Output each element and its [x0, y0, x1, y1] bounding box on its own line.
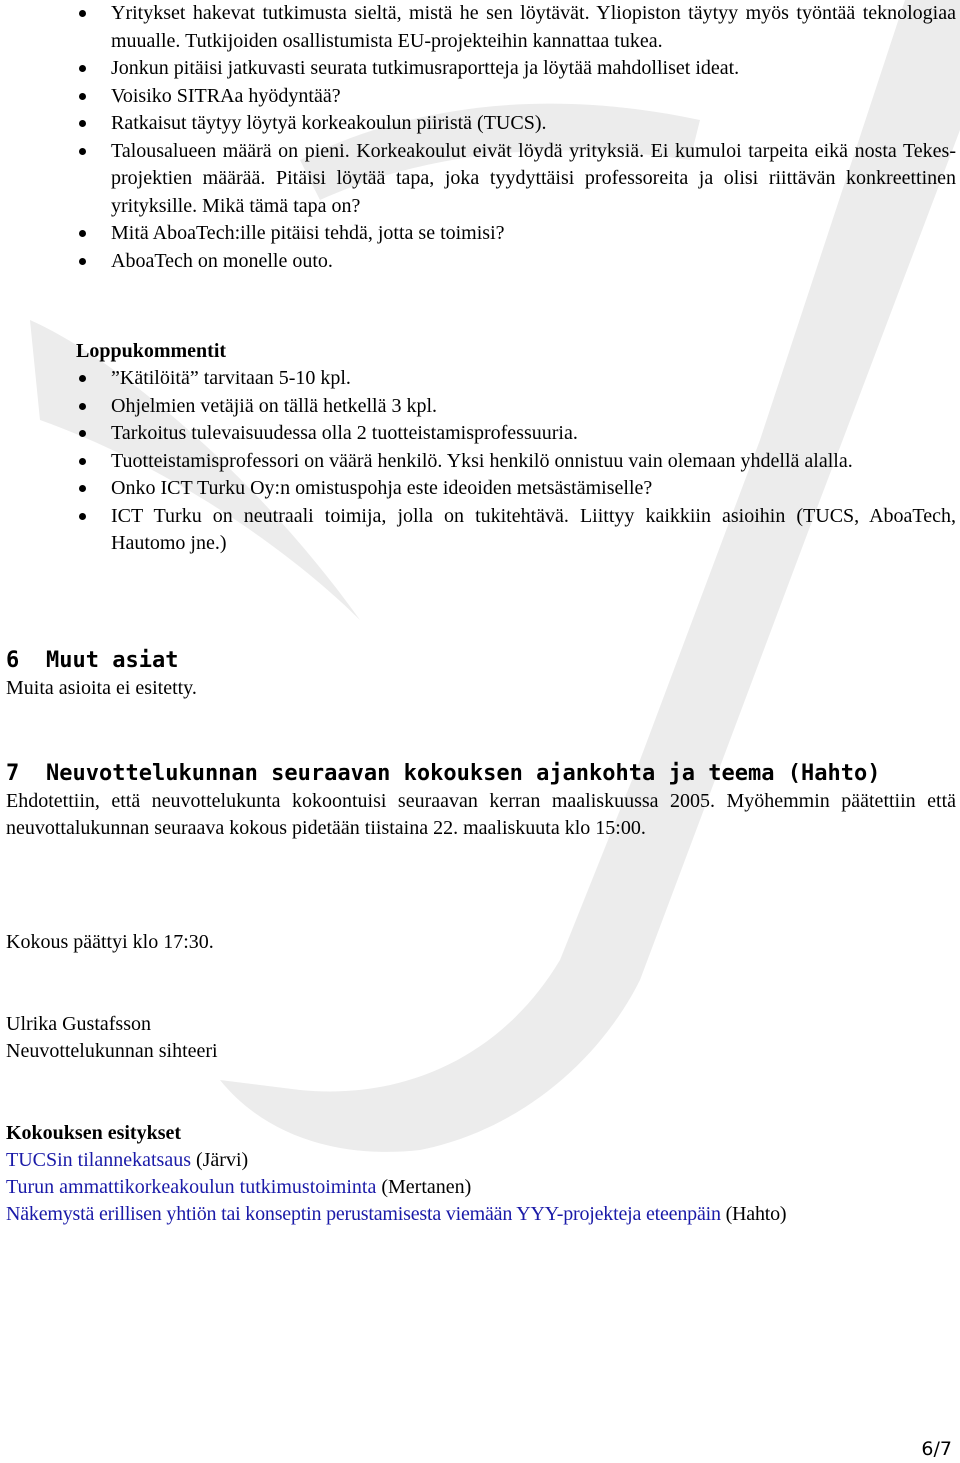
section-7-body: Ehdotettiin, että neuvottelukunta kokoontuisi seuraavan kerran maaliskuussa 2005. Myöhemmin päätettiin että neuvottalukunnan seuraava kokous pidetään tiistaina 22. maaliskuuta klo 15:00.	[6, 790, 956, 839]
list-item: ICT Turku on neutraali toimija, jolla on tukitehtävä. Liittyy kaikkiin asioihin (TUCS, AboaTech, Hautomo jne.)	[6, 503, 956, 558]
discussion-bullet-list	[6, 0, 956, 275]
presentation-item: TUCSin tilannekatsaus (Järvi)	[6, 1149, 249, 1171]
bullet-icon	[79, 10, 86, 17]
page-number: 6/7	[921, 1438, 952, 1460]
meeting-end-text: Kokous päättyi klo 17:30.	[6, 931, 214, 953]
presentation-item: Turun ammattikorkeakoulun tutkimustoiminta (Mertanen)	[6, 1176, 472, 1198]
list-item: Onko ICT Turku Oy:n omistuspohja este ideoiden metsästämiselle?	[6, 475, 956, 503]
list-item: ”Kätilöitä” tarvitaan 5-10 kpl.	[6, 365, 956, 393]
list-item: Talousalueen määrä on pieni. Korkeakoulut eivät löydä yrityksiä. Ei kumuloi tarpeita eikä nosta Tekes-projektien määrää. Pitäisi löytää tapa, joka tyydyttäisi professoreita ja olisi riittävän konkreettinen yrityksille. Mikä tämä tapa on?	[6, 138, 956, 221]
signature-role: Neuvottelukunnan sihteeri	[6, 1040, 218, 1062]
list-item: Ratkaisut täytyy löytyä korkeakoulun piiristä (TUCS).	[6, 110, 956, 138]
section-6	[6, 646, 956, 702]
list-item: Ohjelmien vetäjiä on tällä hetkellä 3 kpl.	[6, 393, 956, 421]
presentation-item: Näkemystä erillisen yhtiön tai konseptin perustamisesta viemään YYY-projekteja eteenpäin (Hahto)	[6, 1203, 787, 1225]
presentation-link[interactable]: Turun ammattikorkeakoulun tutkimustoiminta	[6, 1176, 377, 1198]
list-item: AboaTech on monelle outo.	[6, 248, 956, 276]
list-item: Voisiko SITRAa hyödyntää?	[6, 83, 956, 111]
bullet-icon	[79, 65, 86, 72]
closing-comments-list	[6, 365, 956, 558]
bullet-icon	[79, 93, 86, 100]
section-7	[6, 759, 956, 842]
closing-comments	[6, 337, 956, 558]
list-item: Tarkoitus tulevaisuudessa olla 2 tuotteistamisprofessuuria.	[6, 420, 956, 448]
bullet-icon	[79, 485, 86, 492]
signature	[6, 1011, 218, 1065]
section-7-heading: 7 Neuvottelukunnan seuraavan kokouksen ajankohta ja teema (Hahto)	[6, 761, 881, 786]
presentations	[6, 1120, 960, 1228]
presentations-heading: Kokouksen esitykset	[6, 1122, 182, 1144]
list-item: Yritykset hakevat tutkimusta sieltä, mistä he sen löytävät. Yliopiston täytyy myös työntää teknologiaa muualle. Tutkijoiden osallistumista EU-projekteihin kannattaa tukea.	[6, 0, 956, 55]
list-item: Tuotteistamisprofessori on väärä henkilö. Yksi henkilö onnistuu vain olemaan yhdellä alalla.	[6, 448, 956, 476]
presentation-link[interactable]: Näkemystä erillisen yhtiön tai konseptin perustamisesta viemään YYY-projekteja eteenpäin	[6, 1203, 721, 1225]
closing-comments-heading: Loppukommentit	[76, 340, 227, 362]
bullet-icon	[79, 375, 86, 382]
section-6-heading: 6 Muut asiat	[6, 648, 179, 673]
list-item: Mitä AboaTech:ille pitäisi tehdä, jotta se toimisi?	[6, 220, 956, 248]
list-item: Jonkun pitäisi jatkuvasti seurata tutkimusraportteja ja löytää mahdolliset ideat.	[6, 55, 956, 83]
bullet-icon	[79, 403, 86, 410]
bullet-icon	[79, 258, 86, 265]
bullet-icon	[79, 148, 86, 155]
signature-name: Ulrika Gustafsson	[6, 1013, 151, 1035]
presentation-link[interactable]: TUCSin tilannekatsaus	[6, 1149, 191, 1171]
bullet-icon	[79, 458, 86, 465]
bullet-icon	[79, 513, 86, 520]
bullet-icon	[79, 230, 86, 237]
bullet-icon	[79, 120, 86, 127]
section-6-body: Muita asioita ei esitetty.	[6, 677, 197, 699]
bullet-icon	[79, 430, 86, 437]
